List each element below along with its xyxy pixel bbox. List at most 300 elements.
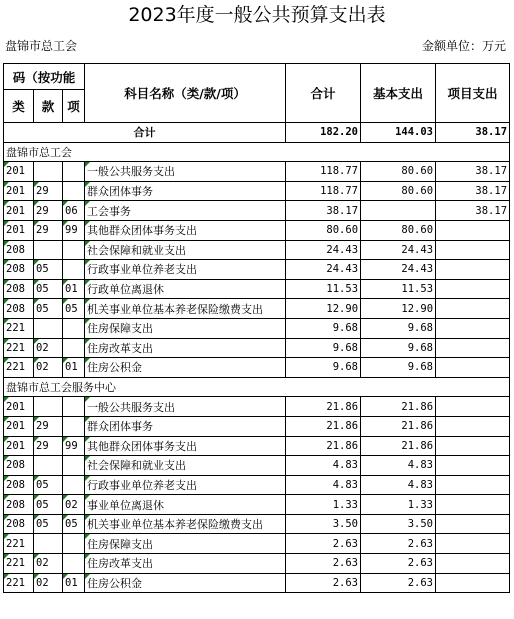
- total-cell: [286, 162, 361, 182]
- cell-marker-icon: [4, 534, 9, 539]
- cell-marker-icon: [4, 299, 9, 304]
- total-cell-text: 3.50: [332, 518, 359, 531]
- total-cell-text: 24.43: [326, 263, 359, 276]
- subject-name-cell-text: 群众团体事务: [87, 185, 154, 199]
- table-row: [4, 220, 510, 240]
- subject-name-cell-text: 一般公共服务支出: [87, 165, 176, 179]
- basic-cell-text: 24.43: [401, 243, 434, 256]
- kuan-cell-text: 02: [36, 557, 49, 570]
- kuan-cell: [34, 299, 63, 319]
- cell-marker-icon: [34, 515, 39, 520]
- total-cell: [286, 240, 361, 260]
- subject-name-cell: [85, 318, 286, 338]
- total-cell-text: 2.63: [332, 576, 359, 589]
- subject-name-cell-text: 住房保障支出: [87, 322, 154, 336]
- kuan-cell-text: 05: [36, 498, 49, 511]
- cell-marker-icon: [34, 574, 39, 579]
- kuan-cell: [34, 279, 63, 299]
- lei-cell: [4, 240, 34, 260]
- cell-marker-icon: [85, 495, 90, 500]
- project-cell: [436, 456, 510, 476]
- lei-cell-text: 221: [6, 537, 25, 550]
- kuan-cell: [34, 162, 63, 182]
- lei-cell: [4, 534, 34, 554]
- table-row: [4, 358, 510, 378]
- cell-marker-icon: [4, 241, 9, 246]
- section-row: [4, 377, 510, 397]
- table-row: [4, 240, 510, 260]
- basic-cell: [361, 554, 436, 574]
- basic-cell: [361, 495, 436, 515]
- cell-marker-icon: [34, 299, 39, 304]
- xiang-cell-text: 02: [65, 498, 78, 511]
- lei-cell: [4, 358, 34, 378]
- kuan-cell-text: 05: [36, 302, 49, 315]
- cell-marker-icon: [63, 574, 68, 579]
- kuan-cell-text: 05: [36, 263, 49, 276]
- cell-marker-icon: [85, 162, 90, 167]
- total-cell: [286, 397, 361, 417]
- total-cell-text: 9.68: [332, 341, 359, 354]
- xiang-cell: [63, 162, 85, 182]
- table-row: [4, 436, 510, 456]
- kuan-cell-text: 05: [36, 283, 49, 296]
- section-blank-cell: [286, 142, 361, 162]
- cell-marker-icon: [85, 456, 90, 461]
- basic-cell-text: 21.86: [401, 420, 434, 433]
- lei-cell-text: 201: [6, 204, 25, 217]
- project-cell: [436, 573, 510, 593]
- cell-marker-icon: [85, 221, 90, 226]
- lei-cell: [4, 260, 34, 280]
- total-cell-text: 4.83: [332, 459, 359, 472]
- basic-cell: [361, 201, 436, 221]
- subject-name-cell: [85, 279, 286, 299]
- lei-cell-text: 201: [6, 439, 25, 452]
- subject-name-cell-text: 其他群众团体事务支出: [87, 439, 198, 453]
- table-row: [4, 456, 510, 476]
- table-row: [4, 534, 510, 554]
- total-cell: [286, 181, 361, 201]
- basic-cell: [361, 475, 436, 495]
- cell-marker-icon: [4, 182, 9, 187]
- subject-name-cell: [85, 240, 286, 260]
- xiang-cell: [63, 397, 85, 417]
- basic-cell: [361, 220, 436, 240]
- xiang-cell: [63, 318, 85, 338]
- basic-cell-text: 12.90: [401, 302, 434, 315]
- subject-name-cell-text: 机关事业单位基本养老保险缴费支出: [87, 302, 264, 316]
- section-blank-cell: [436, 142, 510, 162]
- project-cell: [436, 299, 510, 319]
- cell-marker-icon: [85, 515, 90, 520]
- cell-marker-icon: [4, 280, 9, 285]
- xiang-cell-text: 05: [65, 518, 78, 531]
- subject-name-cell-text: 行政事业单位养老支出: [87, 478, 198, 492]
- kuan-cell-text: 29: [36, 439, 49, 452]
- total-cell-text: 38.17: [326, 204, 359, 217]
- table-row: [4, 162, 510, 182]
- subject-name-cell: [85, 573, 286, 593]
- total-project: 38.17: [436, 123, 510, 143]
- cell-marker-icon: [4, 574, 9, 579]
- project-cell: [436, 397, 510, 417]
- basic-cell-text: 3.50: [407, 518, 434, 531]
- cell-marker-icon: [63, 201, 68, 206]
- project-cell: [436, 279, 510, 299]
- project-cell: [436, 495, 510, 515]
- basic-cell: [361, 240, 436, 260]
- cell-marker-icon: [4, 554, 9, 559]
- basic-cell: [361, 299, 436, 319]
- xiang-cell-text: 99: [65, 224, 78, 237]
- cell-marker-icon: [85, 574, 90, 579]
- kuan-cell: [34, 573, 63, 593]
- lei-cell-text: 201: [6, 165, 25, 178]
- cell-marker-icon: [85, 554, 90, 559]
- kuan-cell: [34, 358, 63, 378]
- xiang-cell-text: 01: [65, 361, 78, 374]
- basic-cell-text: 80.60: [401, 185, 434, 198]
- cell-marker-icon: [4, 437, 9, 442]
- basic-cell: [361, 416, 436, 436]
- cell-marker-icon: [85, 417, 90, 422]
- cell-marker-icon: [63, 358, 68, 363]
- section-org-name: 盘锦市总工会服务中心: [4, 377, 286, 397]
- xiang-cell: [63, 299, 85, 319]
- xiang-cell-text: 06: [65, 204, 78, 217]
- table-row: [4, 260, 510, 280]
- lei-cell-text: 208: [6, 263, 25, 276]
- lei-header: 类: [4, 90, 34, 123]
- cell-marker-icon: [34, 476, 39, 481]
- cell-marker-icon: [85, 397, 90, 402]
- lei-cell-text: 221: [6, 557, 25, 570]
- lei-cell-text: 208: [6, 283, 25, 296]
- lei-cell: [4, 514, 34, 534]
- cell-marker-icon: [85, 280, 90, 285]
- table-row: [4, 181, 510, 201]
- section-blank-cell: [286, 377, 361, 397]
- cell-marker-icon: [85, 260, 90, 265]
- total-sum: 182.20: [286, 123, 361, 143]
- table-row: [4, 318, 510, 338]
- subject-name-cell-text: 社会保障和就业支出: [87, 243, 187, 257]
- lei-cell: [4, 495, 34, 515]
- total-basic: 144.03: [361, 123, 436, 143]
- basic-cell-text: 21.86: [401, 439, 434, 452]
- basic-cell-text: 2.63: [407, 557, 434, 570]
- total-header: 合计: [286, 64, 361, 123]
- lei-cell: [4, 416, 34, 436]
- total-cell: [286, 495, 361, 515]
- subject-name-cell-text: 行政单位离退休: [87, 283, 165, 297]
- cell-marker-icon: [63, 437, 68, 442]
- basic-cell-text: 4.83: [407, 478, 434, 491]
- basic-cell: [361, 338, 436, 358]
- basic-cell-text: 2.63: [407, 537, 434, 550]
- total-cell-text: 9.68: [332, 322, 359, 335]
- basic-cell-text: 1.33: [407, 498, 434, 511]
- basic-cell: [361, 456, 436, 476]
- budget-table: [3, 63, 510, 593]
- subject-name-cell-text: 住房改革支出: [87, 557, 154, 571]
- subject-name-cell-text: 事业单位离退休: [87, 498, 165, 512]
- total-cell: [286, 220, 361, 240]
- subject-name-cell: [85, 456, 286, 476]
- lei-cell: [4, 338, 34, 358]
- cell-marker-icon: [4, 495, 9, 500]
- cell-marker-icon: [63, 495, 68, 500]
- cell-marker-icon: [34, 260, 39, 265]
- table-row: [4, 475, 510, 495]
- basic-cell: [361, 436, 436, 456]
- project-cell-text: 38.17: [475, 165, 508, 178]
- lei-cell: [4, 573, 34, 593]
- project-cell: [436, 162, 510, 182]
- basic-cell: [361, 514, 436, 534]
- subject-name-cell-text: 群众团体事务: [87, 420, 154, 434]
- amount-unit: 金额单位：万元: [421, 39, 506, 53]
- cell-marker-icon: [4, 201, 9, 206]
- kuan-cell-text: 02: [36, 576, 49, 589]
- cell-marker-icon: [4, 397, 9, 402]
- total-cell: [286, 201, 361, 221]
- kuan-header: 款: [34, 90, 63, 123]
- lei-cell-text: 201: [6, 224, 25, 237]
- total-cell: [286, 436, 361, 456]
- kuan-cell-text: 05: [36, 478, 49, 491]
- cell-marker-icon: [63, 299, 68, 304]
- cell-marker-icon: [4, 456, 9, 461]
- total-cell: [286, 338, 361, 358]
- project-cell: [436, 475, 510, 495]
- total-label: 合计: [4, 123, 286, 143]
- kuan-cell: [34, 475, 63, 495]
- project-cell: [436, 436, 510, 456]
- cell-marker-icon: [34, 495, 39, 500]
- table-row: [4, 397, 510, 417]
- project-cell: [436, 318, 510, 338]
- lei-cell: [4, 475, 34, 495]
- section-blank-cell: [361, 377, 436, 397]
- kuan-cell: [34, 495, 63, 515]
- project-cell: [436, 534, 510, 554]
- basic-cell-text: 80.60: [401, 165, 434, 178]
- table-row: [4, 495, 510, 515]
- xiang-cell: [63, 554, 85, 574]
- xiang-cell: [63, 456, 85, 476]
- project-cell: [436, 260, 510, 280]
- xiang-cell: [63, 514, 85, 534]
- subject-name-cell-text: 工会事务: [87, 204, 132, 218]
- basic-cell-text: 9.68: [407, 322, 434, 335]
- lei-cell-text: 208: [6, 478, 25, 491]
- table-row: [4, 338, 510, 358]
- cell-marker-icon: [34, 221, 39, 226]
- project-cell: [436, 514, 510, 534]
- lei-cell-text: 208: [6, 459, 25, 472]
- project-cell: [436, 554, 510, 574]
- basic-cell-text: 9.68: [407, 341, 434, 354]
- project-cell: [436, 338, 510, 358]
- subject-name-cell: [85, 338, 286, 358]
- cell-marker-icon: [85, 339, 90, 344]
- cell-marker-icon: [34, 280, 39, 285]
- cell-marker-icon: [34, 339, 39, 344]
- subject-name-cell-text: 机关事业单位基本养老保险缴费支出: [87, 518, 264, 532]
- table-title: 2023年度一般公共预算支出表: [128, 4, 386, 26]
- name-header: 科目名称（类/款/项）: [85, 64, 286, 123]
- cell-marker-icon: [85, 358, 90, 363]
- cell-marker-icon: [4, 339, 9, 344]
- subject-name-cell: [85, 514, 286, 534]
- total-cell-text: 12.90: [326, 302, 359, 315]
- subject-name-cell-text: 住房保障支出: [87, 537, 154, 551]
- section-org-name: 盘锦市总工会: [4, 142, 286, 162]
- basic-cell-text: 24.43: [401, 263, 434, 276]
- subject-name-cell: [85, 397, 286, 417]
- xiang-cell: [63, 240, 85, 260]
- table-row: [4, 201, 510, 221]
- xiang-cell: [63, 495, 85, 515]
- lei-cell-text: 208: [6, 302, 25, 315]
- cell-marker-icon: [4, 260, 9, 265]
- lei-cell-text: 221: [6, 361, 25, 374]
- project-cell: [436, 416, 510, 436]
- lei-cell-text: 208: [6, 498, 25, 511]
- xiang-cell-text: 01: [65, 576, 78, 589]
- kuan-cell-text: 02: [36, 341, 49, 354]
- total-cell: [286, 279, 361, 299]
- xiang-cell: [63, 181, 85, 201]
- kuan-cell: [34, 260, 63, 280]
- cell-marker-icon: [4, 162, 9, 167]
- kuan-cell: [34, 514, 63, 534]
- table-row: [4, 554, 510, 574]
- kuan-cell: [34, 416, 63, 436]
- basic-cell: [361, 573, 436, 593]
- cell-marker-icon: [85, 241, 90, 246]
- section-blank-cell: [361, 142, 436, 162]
- total-cell: [286, 475, 361, 495]
- subject-name-cell-text: 行政事业单位养老支出: [87, 263, 198, 277]
- subject-name-cell: [85, 416, 286, 436]
- cell-marker-icon: [63, 515, 68, 520]
- subject-name-cell-text: 住房公积金: [87, 576, 143, 590]
- subject-name-cell-text: 住房改革支出: [87, 341, 154, 355]
- total-cell-text: 24.43: [326, 243, 359, 256]
- total-cell: [286, 573, 361, 593]
- total-cell: [286, 358, 361, 378]
- basic-cell: [361, 358, 436, 378]
- kuan-cell: [34, 338, 63, 358]
- basic-cell: [361, 318, 436, 338]
- kuan-cell: [34, 181, 63, 201]
- cell-marker-icon: [4, 476, 9, 481]
- kuan-cell: [34, 220, 63, 240]
- lei-cell: [4, 456, 34, 476]
- kuan-cell-text: 29: [36, 420, 49, 433]
- basic-cell-text: 9.68: [407, 361, 434, 374]
- kuan-cell-text: 05: [36, 518, 49, 531]
- lei-cell: [4, 299, 34, 319]
- total-cell: [286, 456, 361, 476]
- cell-marker-icon: [85, 182, 90, 187]
- cell-marker-icon: [4, 221, 9, 226]
- xiang-cell: [63, 279, 85, 299]
- kuan-cell: [34, 436, 63, 456]
- table-row: [4, 279, 510, 299]
- total-cell: [286, 260, 361, 280]
- kuan-cell-text: 29: [36, 204, 49, 217]
- basic-cell-text: 2.63: [407, 576, 434, 589]
- cell-marker-icon: [4, 515, 9, 520]
- total-cell-text: 118.77: [320, 165, 359, 178]
- xiang-cell: [63, 358, 85, 378]
- section-row: [4, 142, 510, 162]
- xiang-cell: [63, 416, 85, 436]
- total-cell-text: 9.68: [332, 361, 359, 374]
- basic-cell: [361, 260, 436, 280]
- subject-name-cell: [85, 181, 286, 201]
- total-cell: [286, 534, 361, 554]
- project-header: 项目支出: [436, 64, 510, 123]
- section-blank-cell: [436, 377, 510, 397]
- cell-marker-icon: [85, 201, 90, 206]
- subject-name-cell: [85, 495, 286, 515]
- kuan-cell: [34, 240, 63, 260]
- total-cell-text: 1.33: [332, 498, 359, 511]
- basic-cell: [361, 162, 436, 182]
- total-cell-text: 80.60: [326, 224, 359, 237]
- cell-marker-icon: [85, 299, 90, 304]
- xiang-cell-text: 99: [65, 439, 78, 452]
- cell-marker-icon: [34, 417, 39, 422]
- xiang-cell: [63, 436, 85, 456]
- table-row: [4, 299, 510, 319]
- subject-name-cell-text: 一般公共服务支出: [87, 400, 176, 414]
- lei-cell-text: 201: [6, 400, 25, 413]
- total-cell-text: 21.86: [326, 400, 359, 413]
- project-cell: [436, 358, 510, 378]
- cell-marker-icon: [85, 319, 90, 324]
- code-group-header: 码（按功能: [4, 64, 85, 90]
- basic-cell: [361, 534, 436, 554]
- kuan-cell: [34, 201, 63, 221]
- subject-name-cell: [85, 436, 286, 456]
- kuan-cell: [34, 456, 63, 476]
- lei-cell: [4, 397, 34, 417]
- xiang-header: 项: [63, 90, 85, 123]
- subject-name-cell: [85, 299, 286, 319]
- table-row: [4, 573, 510, 593]
- basic-cell-text: 4.83: [407, 459, 434, 472]
- subject-name-cell-text: 其他群众团体事务支出: [87, 224, 198, 238]
- xiang-cell: [63, 201, 85, 221]
- cell-marker-icon: [34, 358, 39, 363]
- total-cell-text: 11.53: [326, 283, 359, 296]
- kuan-cell-text: 29: [36, 224, 49, 237]
- total-cell-text: 2.63: [332, 557, 359, 570]
- project-cell: [436, 201, 510, 221]
- table-row: [4, 514, 510, 534]
- subject-name-cell: [85, 260, 286, 280]
- subject-name-cell: [85, 201, 286, 221]
- table-row: [4, 416, 510, 436]
- lei-cell: [4, 201, 34, 221]
- lei-cell-text: 201: [6, 185, 25, 198]
